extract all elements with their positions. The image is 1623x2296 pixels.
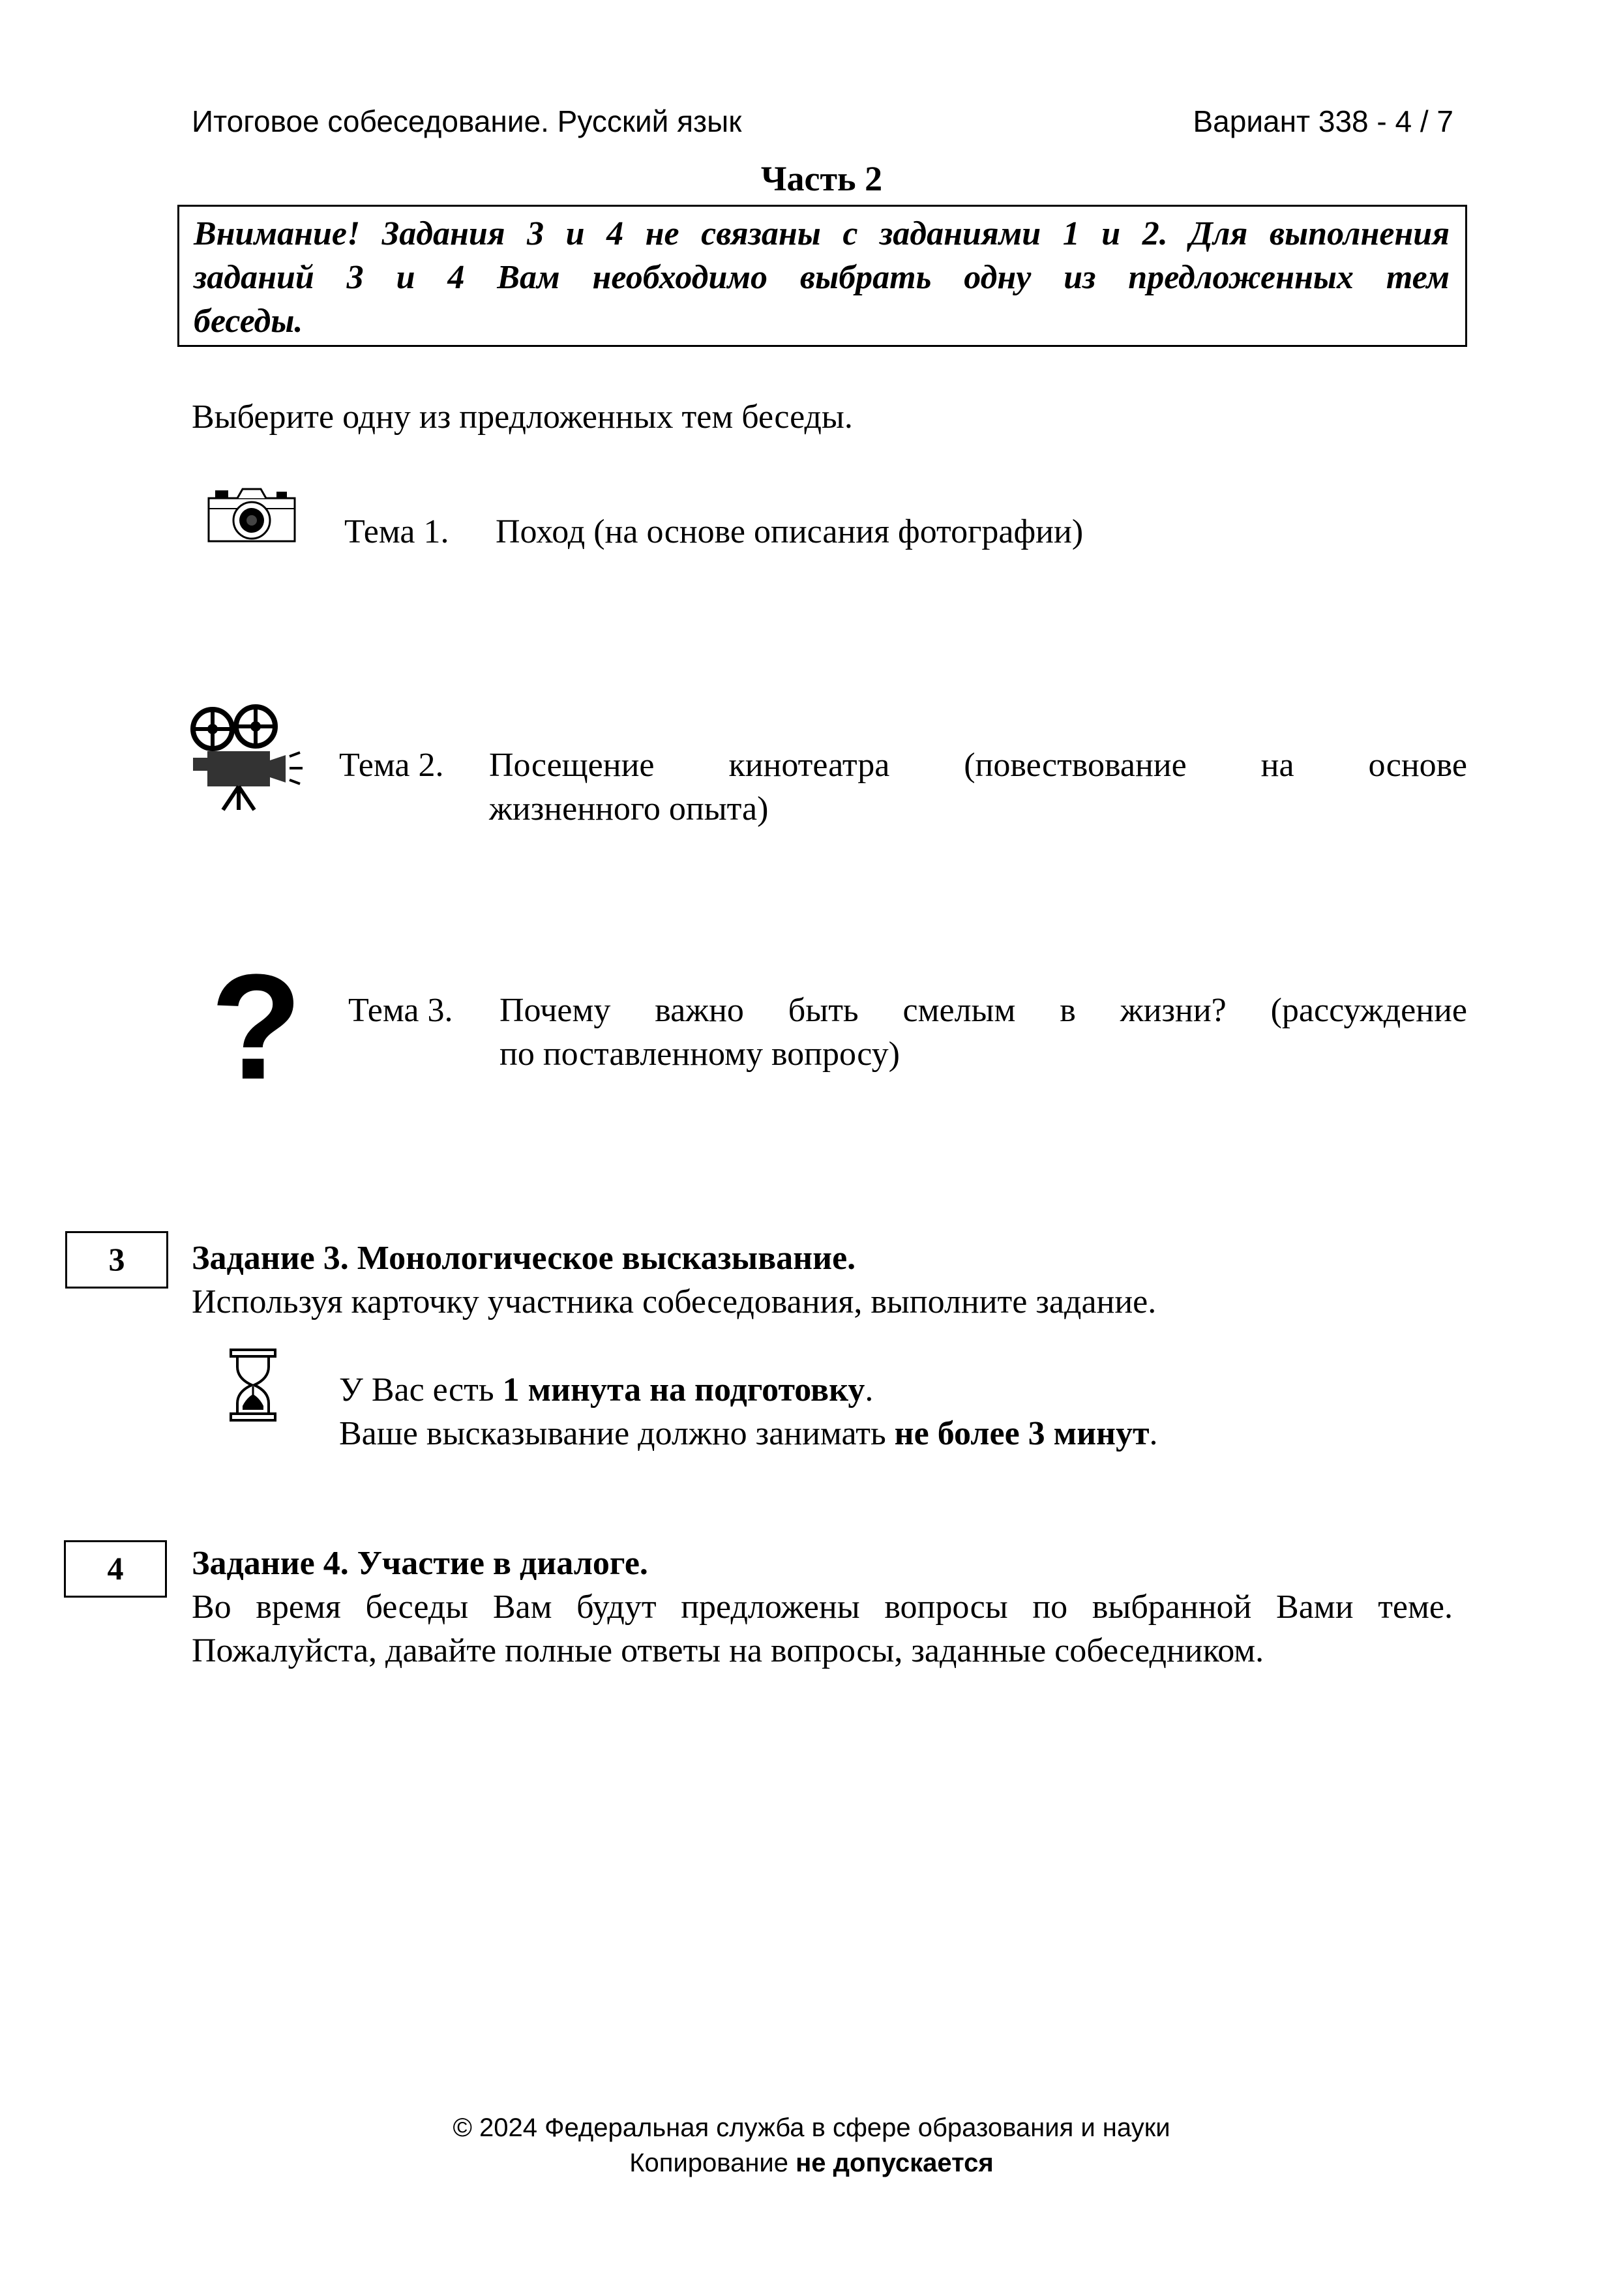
task-4-title: Задание 4. Участие в диалоге. [192,1545,648,1582]
task-3-title: Задание 3. Монологическое высказывание. [192,1240,856,1277]
hourglass-icon [228,1349,278,1422]
part-title: Часть 2 [760,159,883,198]
prep-time-value: 1 минута на подготовку [502,1371,865,1409]
footer-copyright: © 2024 Федеральная служба в сфере образования и науки [453,2113,1170,2142]
film-projector-icon [190,703,308,814]
question-mark-icon: ? [210,943,303,1111]
topic-line: Поход (на основе описания фотографии) [496,513,1084,550]
footer-copy-bold: не допускается [796,2149,994,2177]
topic-line: Почему важно быть смелым в жизни? (рассуждение [499,992,1467,1029]
footer-copy-notice [0,2145,1623,2181]
notice-box [177,205,1467,347]
topic-1-text [496,510,1467,554]
task-3-text: Используя карточку участника собеседования, выполните задание. [192,1283,1157,1320]
task-4-line: Пожалуйста, давайте полные ответы на вопросы, заданные собеседником. [192,1632,1264,1669]
footer-copy-prefix: Копирование [629,2149,796,2177]
task-4-number-box: 4 [64,1540,167,1598]
topic-1-label: Тема 1. [344,513,449,550]
topic-line: жизненного опыта) [489,790,769,827]
notice-line: Внимание! Задания 3 и 4 не связаны с заданиями 1 и 2. Для выполнения [194,215,1450,252]
header-variant: Вариант 338 - 4 / 7 [1193,104,1453,138]
answer-time-value: не более 3 минут [894,1415,1150,1452]
topic-2-text [489,743,1467,831]
topic-line: по поставленному вопросу) [499,1036,900,1073]
choose-topic-text: Выберите одну из предложенных тем беседы. [192,398,853,436]
task-4-text [192,1585,1453,1673]
answer-time-suffix: . [1149,1415,1158,1452]
notice-line: заданий 3 и 4 Вам необходимо выбрать одну из предложенных тем [194,259,1450,296]
header-title: Итоговое собеседование. Русский язык [192,104,742,138]
topic-3-label: Тема 3. [348,992,453,1029]
topic-2-label: Тема 2. [339,747,444,784]
task-4-line: Во время беседы Вам будут предложены вопросы по выбранной Вами теме. [192,1588,1453,1626]
answer-time-note [339,1412,1158,1455]
prep-time-note [339,1368,873,1412]
topic-3-text [499,989,1467,1076]
prep-time-suffix: . [865,1371,874,1409]
topic-line: Посещение кинотеатра (повествование на основе [489,747,1467,784]
task-3-number-box: 3 [65,1231,168,1289]
answer-time-prefix: Ваше высказывание должно занимать [339,1415,895,1452]
prep-time-prefix: У Вас есть [339,1371,503,1409]
notice-line: беседы. [194,303,303,340]
camera-icon [206,483,297,548]
